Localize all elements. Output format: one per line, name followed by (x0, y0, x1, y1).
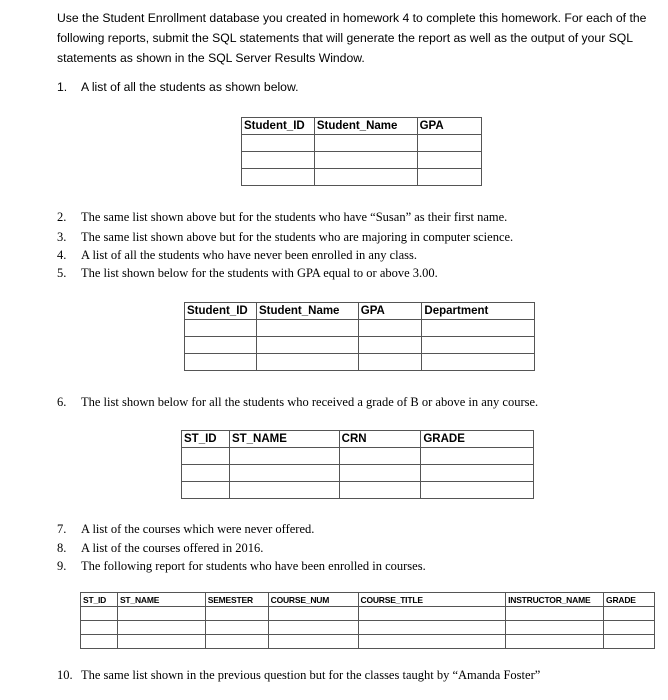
report-table-4 (80, 592, 655, 649)
question-number: 1. (57, 80, 68, 94)
table-row (242, 169, 482, 186)
question-9 (57, 559, 657, 574)
col-header: ST_NAME (229, 431, 339, 448)
question-text: A list of all the students who have never been enrolled in any class. (81, 248, 418, 262)
question-text: The same list shown above but for the students who are majoring in computer science. (81, 230, 514, 244)
table-row (185, 337, 535, 354)
table-row (242, 152, 482, 169)
question-2 (57, 210, 657, 225)
col-header: CRN (339, 431, 421, 448)
report-table-3 (181, 430, 534, 499)
question-number: 9. (57, 559, 67, 573)
col-header: Department (422, 303, 535, 320)
table-row (182, 465, 534, 482)
question-4 (57, 248, 657, 263)
col-header: GPA (358, 303, 422, 320)
col-header: INSTRUCTOR_NAME (506, 593, 604, 607)
col-header: GRADE (604, 593, 655, 607)
question-3 (57, 230, 657, 245)
question-6 (57, 395, 657, 410)
table-row (81, 607, 655, 621)
table-row (182, 448, 534, 465)
table-row (242, 135, 482, 152)
question-5 (57, 266, 657, 281)
col-header: GRADE (421, 431, 534, 448)
question-7 (57, 522, 657, 537)
col-header: ST_ID (182, 431, 230, 448)
question-text: The list shown below for the students with GPA equal to or above 3.00. (81, 266, 438, 280)
table-row (182, 482, 534, 499)
question-text: The following report for students who have been enrolled in courses. (81, 559, 426, 573)
report-table-2 (184, 302, 535, 371)
question-text: A list of all the students as shown below. (81, 80, 299, 94)
question-text: The same list shown in the previous question but for the classes taught by “Amanda Foster” (81, 668, 541, 682)
question-number: 7. (57, 522, 67, 536)
question-number: 6. (57, 395, 67, 409)
question-text: A list of the courses which were never offered. (81, 522, 315, 536)
intro-paragraph: Use the Student Enrollment database you created in homework 4 to complete this homework. For each of the following reports, submit the SQL statements that will generate the report as well as the output of your SQL statements as shown in the SQL Server Results Window. (57, 11, 647, 65)
question-text: The same list shown above but for the students who have “Susan” as their first name. (81, 210, 508, 224)
table-row (185, 320, 535, 337)
col-header: COURSE_NUM (268, 593, 358, 607)
question-number: 8. (57, 541, 67, 555)
col-header: ST_ID (81, 593, 118, 607)
col-header: SEMESTER (205, 593, 268, 607)
col-header: Student_ID (185, 303, 257, 320)
question-number: 10. (57, 668, 73, 682)
table-row (81, 621, 655, 635)
question-10 (57, 668, 657, 683)
report-table-1 (241, 117, 482, 186)
question-8 (57, 541, 657, 556)
question-text: The list shown below for all the students who received a grade of B or above in any course. (81, 395, 539, 409)
col-header: Student_Name (256, 303, 358, 320)
question-1 (57, 80, 657, 94)
question-number: 5. (57, 266, 67, 280)
question-number: 3. (57, 230, 67, 244)
col-header: COURSE_TITLE (358, 593, 506, 607)
col-header: GPA (417, 118, 481, 135)
table-row (185, 354, 535, 371)
col-header: Student_Name (314, 118, 417, 135)
question-number: 4. (57, 248, 67, 262)
question-text: A list of the courses offered in 2016. (81, 541, 264, 555)
col-header: Student_ID (242, 118, 315, 135)
question-number: 2. (57, 210, 67, 224)
col-header: ST_NAME (117, 593, 205, 607)
table-row (81, 635, 655, 649)
